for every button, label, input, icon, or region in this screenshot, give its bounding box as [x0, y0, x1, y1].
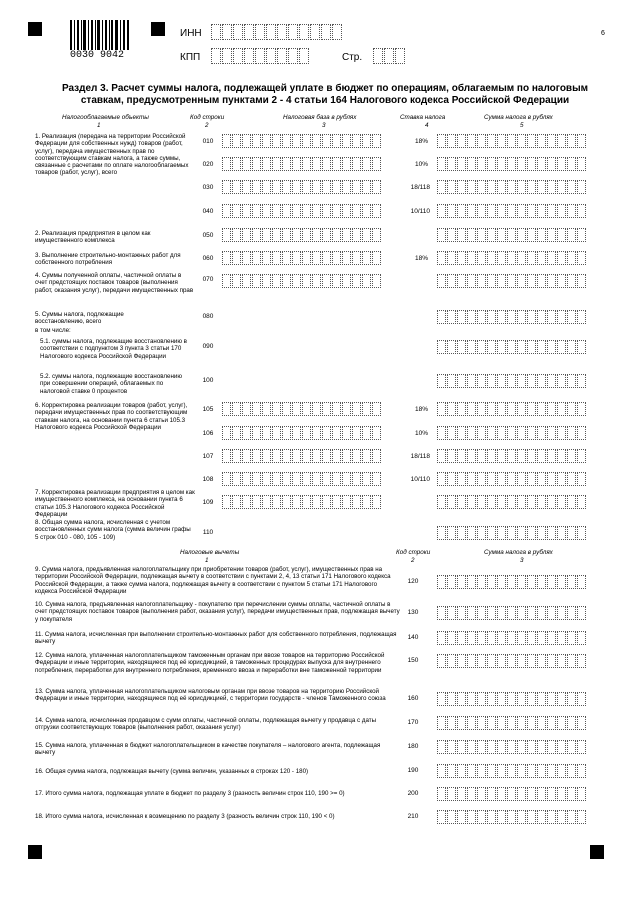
row-13-text: 13. Сумма налога, уплаченная налогоплательщиком налоговым органам при ввозе товаров на территорию Российской Федерации и иные территории, находящиеся под её юрисдикцией, с территории государств - членов Таможенного союза	[35, 688, 386, 703]
row-4-text: 4. Суммы полученной оплаты, частичной оплаты в счет предстоящих поставок товаров (выполнения работ, оказания услуг), передачи имущественных прав	[35, 272, 194, 294]
code-020: 020	[202, 161, 214, 168]
code-109: 109	[202, 499, 214, 506]
code-050: 050	[202, 232, 214, 239]
col-header-objects-num: 1	[97, 122, 101, 129]
deductions-code-header: Код строки	[396, 549, 431, 556]
page-label: Стр.	[342, 52, 363, 63]
row-3-text: 3. Выполнение строительно-монтажных работ для собственного потребления	[35, 252, 181, 267]
row-18-text: 18. Итого сумма налога, исчисленная к возмещению по разделу 3 (разность величин строк 110, 190 < 0)	[35, 813, 335, 820]
tax-base-field-060[interactable]	[222, 251, 382, 267]
deduction-sum-field-140[interactable]	[437, 631, 587, 647]
section-title-line-1: Раздел 3. Расчет суммы налога, подлежащей уплате в бюджет по операциям, облагаемым по налоговым	[61, 83, 589, 94]
inn-field[interactable]	[211, 24, 343, 40]
row-10-text: 10. Сумма налога, предъявленная налогоплательщику - покупателю при перечислении суммы оплаты, частичной оплаты в счет предстоящих поставок товаров (выполнения работ, оказания услуг), передачи имущественных прав, подлежащая вычету у покупателя	[35, 601, 400, 623]
section-title	[55, 83, 595, 107]
rate-060: 18%	[414, 255, 428, 262]
tax-base-field-106[interactable]	[222, 426, 382, 442]
deductions-sum-header-num: 3	[520, 557, 524, 564]
tax-sum-field-020[interactable]	[437, 157, 587, 173]
kpp-field[interactable]	[211, 48, 310, 64]
row-7-text: 7. Корректировка реализации предприятия в целом как имущественного комплекса, на основании пункта 6 статьи 105.3 Налогового кодекса Российской Федерации	[35, 489, 195, 518]
registration-marker-top-left	[28, 22, 42, 36]
tax-sum-field-050[interactable]	[437, 228, 587, 244]
tax-sum-field-070[interactable]	[437, 274, 587, 290]
code-150: 150	[407, 657, 419, 664]
row-12-text: 12. Сумма налога, уплаченная налогоплательщиком таможенным органам при ввозе товаров на территорию Российской Федерации и иные территории, находящиеся под её юрисдикцией, в таможенных процедурах выпуска для внутреннего потребления, переработки для внутреннего потребления, временного ввоза и переработки вне таможенной территории	[35, 652, 385, 674]
tax-base-field-020[interactable]	[222, 157, 382, 173]
rate-106: 10%	[414, 430, 428, 437]
row-8-text: 8. Общая сумма налога, исчисленная с учетом восстановленных сумм налога (сумма величин графы 5 строк 010 - 080, 105 - 109)	[35, 519, 191, 541]
tax-sum-field-105[interactable]	[437, 402, 587, 418]
tax-base-field-040[interactable]	[222, 204, 382, 220]
row-5-1-text: 5.1. суммы налога, подлежащие восстановлению в соответствии с подпунктом 3 пункта 3 статьи 170 Налогового кодекса Российской Федерации	[40, 338, 187, 360]
deduction-sum-field-200[interactable]	[437, 787, 587, 803]
rate-030: 18/118	[410, 184, 430, 191]
code-010: 010	[202, 138, 214, 145]
tax-base-field-105[interactable]	[222, 402, 382, 418]
row-1-text: 1. Реализация (передача на территории Российской Федерации для собственных нужд) товаров (работ, услуг), передача имущественных прав по соответствующим ставкам налога, а также суммы, связанные с расчетами по оплате налогооблагаемых товаров (работ, услуг), всего	[35, 133, 189, 177]
row-5-incl: в том числе:	[35, 327, 71, 334]
col-header-objects: Налогооблагаемые объекты	[62, 114, 149, 121]
kpp-label: КПП	[180, 52, 201, 63]
rate-020: 10%	[414, 161, 428, 168]
row-17-text: 17. Итого сумма налога, подлежащая уплате в бюджет по разделу 3 (разность величин строк 110, 190 >= 0)	[35, 790, 345, 797]
row-9-text: 9. Сумма налога, предъявленная налогоплательщику при приобретении товаров (работ, услуг), имущественных прав на территории Российской Федерации, подлежащая вычету в соответствии с пунктами 2, 4, 13 статьи 171 Налогового кодекса Российской Федерации, а также сумма налога, подлежащая вычету в соответствии с пунктом 5 статьи 171 Налогового кодекса Российской Федерации	[35, 566, 391, 595]
row-5-text: 5. Суммы налога, подлежащие восстановлению, всего	[35, 311, 124, 326]
tax-base-field-108[interactable]	[222, 472, 382, 488]
registration-marker-bottom-right	[590, 845, 604, 859]
rate-107: 18/118	[410, 453, 430, 460]
tax-sum-field-108[interactable]	[437, 472, 587, 488]
rate-105: 18%	[414, 406, 428, 413]
deduction-sum-field-180[interactable]	[437, 740, 587, 756]
barcode-number: 0030 9042	[70, 50, 125, 61]
code-210: 210	[407, 813, 419, 820]
code-140: 140	[407, 634, 419, 641]
tax-sum-field-010[interactable]	[437, 134, 587, 150]
code-120: 120	[407, 578, 419, 585]
code-190: 190	[407, 767, 419, 774]
code-107: 107	[202, 453, 214, 460]
deduction-sum-field-120[interactable]	[437, 575, 587, 591]
page-field[interactable]	[373, 48, 406, 64]
tax-sum-field-107[interactable]	[437, 449, 587, 465]
col-header-rate: Ставка налога	[400, 114, 446, 121]
deductions-sum-header: Сумма налога в рублях	[484, 549, 553, 556]
tax-base-field-070[interactable]	[222, 274, 382, 290]
code-106: 106	[202, 430, 214, 437]
col-header-sum-num: 5	[520, 122, 524, 129]
rate-040: 10/110	[410, 208, 430, 215]
tax-base-field-109[interactable]	[222, 495, 382, 511]
tax-sum-field-100[interactable]	[437, 374, 587, 390]
page-number: 6	[601, 30, 605, 37]
row-2-text: 2. Реализация предприятия в целом как имущественного комплекса	[35, 230, 151, 245]
row-6-text: 6. Корректировка реализации товаров (работ, услуг), передачи имущественных прав по соответствующим ставкам налога, на основании пункта 6 статьи 105.3 Налогового кодекса Российской Федерации	[35, 402, 188, 431]
col-header-rate-num: 4	[425, 122, 429, 129]
tax-sum-field-106[interactable]	[437, 426, 587, 442]
col-header-code: Код строки	[190, 114, 225, 121]
tax-base-field-010[interactable]	[222, 134, 382, 150]
tax-base-field-107[interactable]	[222, 449, 382, 465]
col-header-code-num: 2	[205, 122, 209, 129]
tax-base-field-050[interactable]	[222, 228, 382, 244]
code-170: 170	[407, 719, 419, 726]
deductions-header-num: 1	[205, 557, 209, 564]
code-100: 100	[202, 377, 214, 384]
code-090: 090	[202, 343, 214, 350]
code-070: 070	[202, 276, 214, 283]
code-030: 030	[202, 184, 214, 191]
deductions-header: Налоговые вычеты	[180, 549, 240, 556]
deductions-code-header-num: 2	[411, 557, 415, 564]
code-200: 200	[407, 790, 419, 797]
tax-sum-field-109[interactable]	[437, 495, 587, 511]
code-108: 108	[202, 476, 214, 483]
deduction-sum-field-190[interactable]	[437, 764, 587, 780]
row-5-2-text: 5.2. суммы налога, подлежащие восстановлению при совершении операций, облагаемых по налоговой ставке 0 процентов	[40, 373, 182, 395]
row-14-text: 14. Сумма налога, исчисленная продавцом с сумм оплаты, частичной оплаты, подлежащая вычету у продавца с даты отгрузки соответствующих товаров (выполнения работ, оказания услуг)	[35, 717, 377, 732]
deduction-sum-field-160[interactable]	[437, 692, 587, 708]
registration-marker-top-right	[151, 22, 165, 36]
code-105: 105	[202, 406, 214, 413]
col-header-base-num: 3	[322, 122, 326, 129]
col-header-sum: Сумма налога в рублях	[484, 114, 553, 121]
code-040: 040	[202, 208, 214, 215]
rate-108: 10/110	[410, 476, 430, 483]
tax-sum-field-110[interactable]	[437, 526, 587, 542]
registration-marker-bottom-left	[28, 845, 42, 859]
row-16-text: 16. Общая сумма налога, подлежащая вычету (сумма величин, указанных в строках 120 - 180)	[35, 768, 309, 775]
row-15-text: 15. Сумма налога, уплаченная в бюджет налогоплательщиком в качестве покупателя – налогового агента, подлежащая вычету	[35, 742, 381, 757]
tax-sum-field-030[interactable]	[437, 180, 587, 196]
row-11-text: 11. Сумма налога, исчисленная при выполнении строительно-монтажных работ для собственного потребления, подлежащая вычету	[35, 631, 397, 646]
inn-label: ИНН	[180, 28, 202, 39]
section-title-line-2: ставкам, предусмотренным пунктами 2 - 4 статьи 164 Налогового кодекса Российской Федерации	[80, 95, 570, 106]
code-110: 110	[202, 529, 214, 536]
rate-010: 18%	[414, 138, 428, 145]
col-header-base: Налоговая база в рублях	[283, 114, 357, 121]
tax-sum-field-060[interactable]	[437, 251, 587, 267]
code-160: 160	[407, 695, 419, 702]
deduction-sum-field-150[interactable]	[437, 654, 587, 670]
tax-sum-field-040[interactable]	[437, 204, 587, 220]
tax-sum-field-090[interactable]	[437, 340, 587, 356]
tax-sum-field-080[interactable]	[437, 310, 587, 326]
code-080: 080	[202, 313, 214, 320]
deduction-sum-field-130[interactable]	[437, 606, 587, 622]
tax-base-field-030[interactable]	[222, 180, 382, 196]
code-180: 180	[407, 743, 419, 750]
deduction-sum-field-210[interactable]	[437, 810, 587, 826]
code-130: 130	[407, 609, 419, 616]
code-060: 060	[202, 255, 214, 262]
deduction-sum-field-170[interactable]	[437, 716, 587, 732]
